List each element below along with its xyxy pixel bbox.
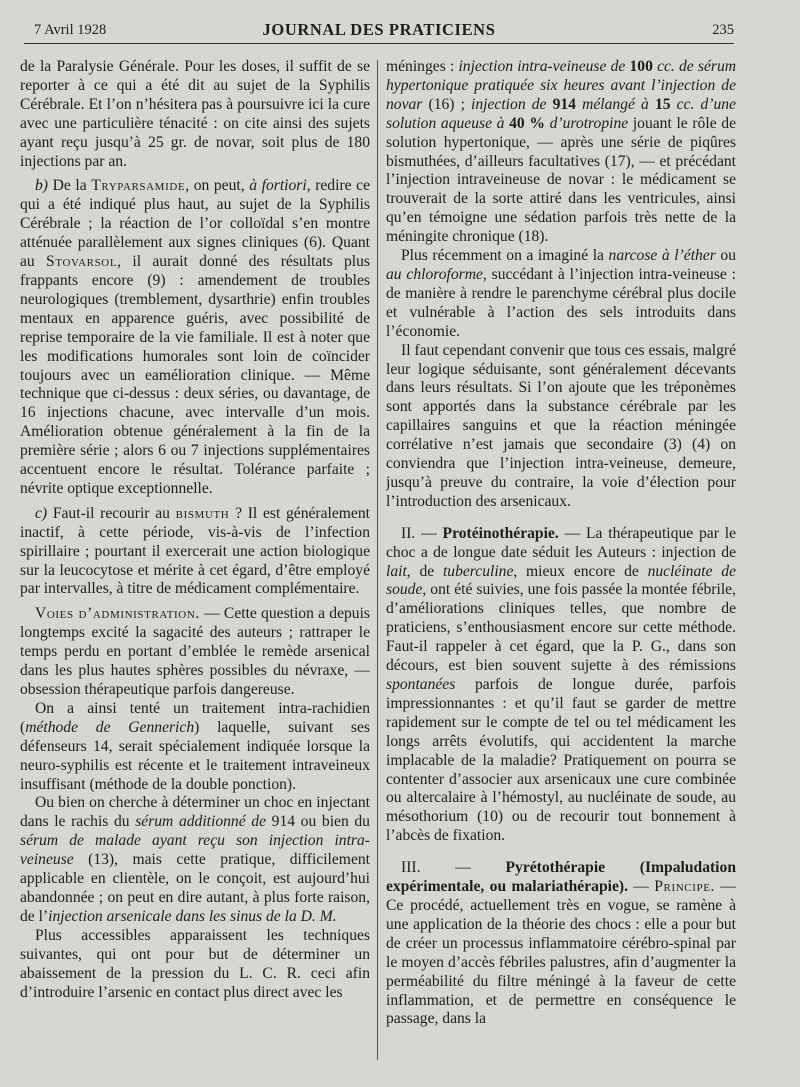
list-label: c) [35,504,48,522]
paragraph: Plus récemment on a imaginé la narcose à l’éther ou au chloroforme, succédant à l’injection intra-veineuse : de manière à rendre le parenchyme cérébral plus docile et vulnérable à l’action des sels introduits dans l’économie. [386,247,736,340]
paragraph: Il faut cependant convenir que tous ces essais, malgré leur logique séduisante, sont généralement décevants dans leurs résultats. Si l’on ajoute que les tréponèmes sont apportés dans la substance cérébrale par les capillaires sanguins et que la réaction méningée corrélative n’est jamais que secondaire (3) (4) on conviendra que l’injection intra-veineuse, demeure, jusqu’à preuve du contraire, la voie d’élection pour l’introduction des arsenicaux. [386,341,736,510]
section-protein-therapy: II. — Protéinothérapie. — La thérapeutique par le choc a de longue date séduit les Auteurs : injection de lait, de tuberculine, mieux encore de nucléinate de soude, ont été suivies, une fois passée la montée fébrile, d’améliorations cliniques telles, que nombre de praticiens, s’enthousiasment encore sur cette méthode. Faut-il rappeler à cet égard, que la P. G., dans son décours, est bien souvent sujette à des rémissions spontanées parfois de longue durée, parfois impressionnantes : et qu’il faut se garder de mettre rapidement sur le compte de tel ou tel médicament les longs arrêts évolutifs, qui accidentent la marche implacable de la maladie? Pratiquement on pourra se contenter d’associer aux arsenicaux une cure combinée ou altercalaire à l’hémostyl, au nucléinate de soude, au mésothorium (10) ou de recourir tout bonnement à l’abcès de fixation. [386,524,736,845]
subsection-title: Principe. [654,878,716,896]
column-divider [377,60,378,1060]
paragraph: Voies d’administration. — Cette question a depuis longtemps excité la sagacité des auteurs ; rattraper le temps perdu en portant d’emblée le remède arsenical dans les plus hautes sphères possibles du névraxe, — obsession thérapeutique parfois dangereuse. [20,605,370,698]
section-title: Protéinothérapie. [442,524,559,542]
right-column [386,58,736,1078]
header-rule [24,43,734,44]
drug-name: Tryparsamide [91,177,186,195]
running-header [24,20,734,42]
paragraph: Plus accessibles apparaissent les techniques suivantes, qui ont pour but de déterminer un abaissement de la pression du L. C. R. ceci afin d’introduire l’arsenic en contact plus direct avec les [20,926,370,1001]
paragraph: On a ainsi tenté un traitement intra-rachidien (méthode de Gennerich) laquelle, suivant ses défenseurs 14, serait spécialement indiquée lorsque la neuro-syphilis est récente et le traitement intraveineux insuffisant (méthode de la double ponction). [20,699,370,793]
subsection-title: Voies d’administration. [35,605,200,623]
paragraph: Ou bien on cherche à déterminer un choc en injectant dans le rachis du sérum additionné de 914 ou bien du sérum de malade ayant reçu son injection intra-veineuse (13), mais cette pratique, difficilement applicable en clientèle, on le conçoit, est aujourd’hui abandonnée ; on peut en dire autant, à plus forte raison, de l’injection arsenicale dans les sinus de la D. M. [20,794,370,925]
header-date: 7 Avril 1928 [34,22,107,38]
drug-name: bismuth [175,504,230,522]
paragraph: de la Paralysie Générale. Pour les doses, il suffit de se reporter à ce qui a été dit au sujet de la Syphilis Cérébrale. Et l’on n’hésitera pas à poursuivre ici la cure avec une particulière ténacité : on cite ainsi des sujets ayant reçu jusqu’à 25 gr. de novar, soit plus de 180 injections par an. [20,58,370,170]
header-journal-title: JOURNAL DES PRATICIENS [262,20,496,39]
drug-name: Stovarsol [46,253,118,271]
left-column [20,58,370,1078]
paragraph: c) Faut-il recourir au bismuth ? Il est généralement inactif, à cette période, vis-à-vis de l’infection spirillaire ; pourtant il exercerait une action biologique sur la leucocytose et mérite à cet égard, d’être employé par intervalles, à titre de médicament complémentaire. [20,504,370,598]
paragraph: b) De la Tryparsamide, on peut, à fortiori, redire ce qui a été indiqué plus haut, au sujet de la Syphilis Cérébrale ; la réaction de l’or colloïdal s’en montre atténuée parallèlement aux signes cliniques (6). Quant au Stovarsol, il aurait donné des résultats plus frappants encore (9) : amendement de troubles neurologiques (tremblement, dysarthrie) enfin troubles mentaux en apparence guéris, avec possibilité de reprise temporaire de la vie familiale. Il est à noter que les modifications humorales sont loin de coïncider toujours avec un eamélioration clinique. — Même technique que ci-dessus : deux séries, ou davantage, de 16 injections chacune, avec intervalle d’un mois. Amélioration obtenue généralement à la fin de la première série ; alors 6 ou 7 injections supplémentaires accentuent encore le résultat. Tolérance parfaite ; névrite optique exceptionnelle. [20,177,370,497]
paragraph: méninges : injection intra-veineuse de 100 cc. de sérum hypertonique pratiquée six heures avant l’injection de novar (16) ; injection de 914 mélangé à 15 cc. d’une solution aqueuse à 40 % d’urotropine jouant le rôle de solution hypertonique, — après une série de piqûres bismuthées, d’ailleurs facultatives (17), — et précédant l’injection intraveineuse de novar : le médicament se trouverait de la sorte attiré dans les ventricules, ainsi qu’en témoigne une sédation parfois très nette de la méningite chronique (18). [386,58,736,246]
list-label: b) [35,177,48,195]
header-page-number: 235 [712,22,734,38]
section-pyretotherapy: III. — Pyrétothérapie (Impaludation expérimentale, ou malariathérapie). — Principe. — Ce procédé, actuellement très en vogue, se ramène à une application de la théorie des chocs : elle a pour but de créer un processus inflammatoire cérébro-spinal par le moyen d’accès fébriles palustres, afin d’augmenter la perméabilité du filtre méningé à la faveur de cette inflammation, et de permettre en conséquence le passage, dans la [386,859,736,1028]
section-title: Pyrétothérapie (Impaludation expérimentale, ou malariathérapie). [386,859,736,896]
